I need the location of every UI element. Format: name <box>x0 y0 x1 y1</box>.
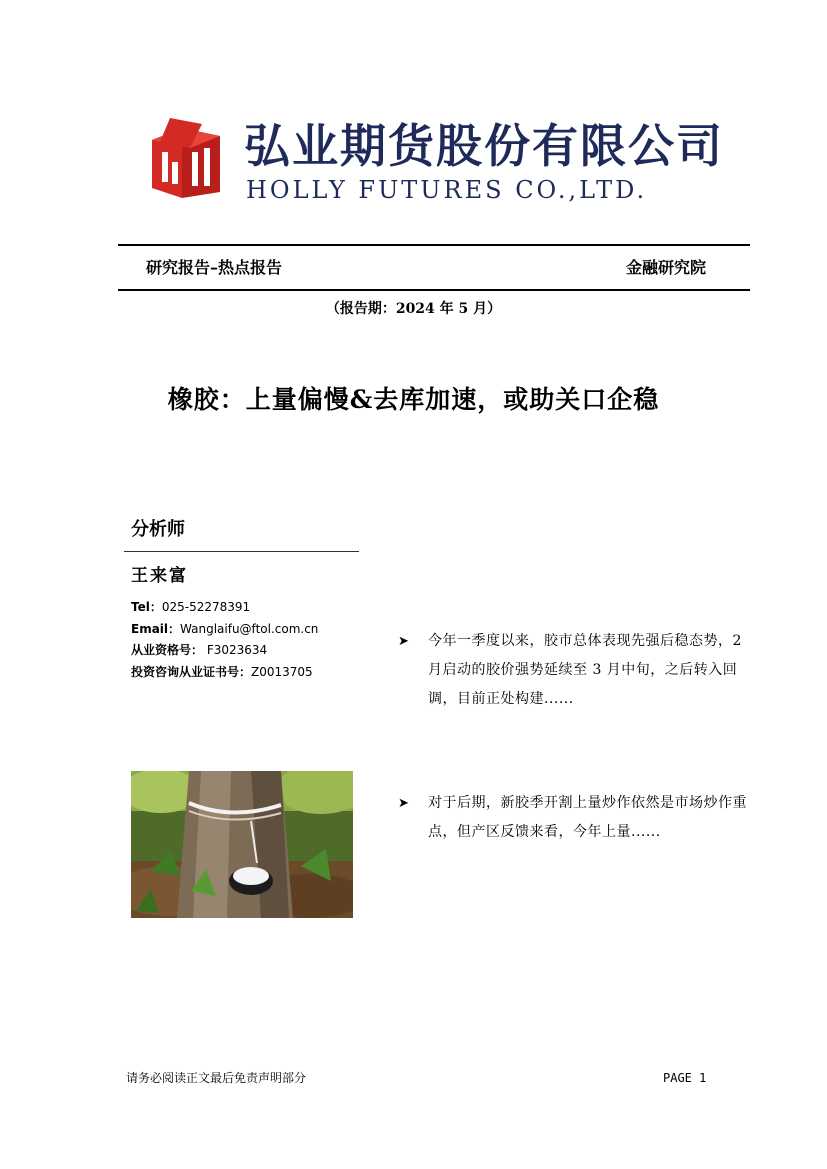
header-top-rule <box>118 244 750 246</box>
company-name-en: HOLLY FUTURES CO.,LTD. <box>246 176 648 204</box>
report-title: 橡胶：上量偏慢&去库加速，或助关口企稳 <box>167 385 660 414</box>
contact-value: 025-52278391 <box>161 600 251 614</box>
department: 金融研究院 <box>626 258 707 277</box>
analyst-heading: 分析师 <box>131 519 185 540</box>
report-type: 研究报告–热点报告 <box>146 258 283 277</box>
report-period: （报告期：2024 年 5 月） <box>325 301 502 317</box>
disclaimer-note: 请务必阅读正文最后免责声明部分 <box>126 1071 307 1085</box>
arrow-bullet-icon: ➤ <box>398 796 409 811</box>
contact-label: 投资咨询从业证书号： <box>131 665 252 679</box>
contact-value: Wanglaifu@ftol.com.cn <box>180 622 319 636</box>
contact-label: Email： <box>131 622 181 636</box>
analyst-divider <box>124 551 359 552</box>
bullet-text: 对于后期，新胶季开割上量炒作依然是市场炒作重点，但产区反馈来看，今年上量...... <box>428 795 747 840</box>
logo-cube-icon <box>152 118 220 198</box>
page-number: PAGE 1 <box>663 1071 707 1085</box>
summary-bullet <box>398 789 758 847</box>
contact-email <box>131 620 318 638</box>
bullet-text: 今年一季度以来，胶市总体表现先强后稳态势，2 月启动的胶价强势延续至 3 月中旬，之后转入回调，目前正处构建...... <box>428 633 742 707</box>
contact-label: Tel： <box>131 600 162 614</box>
contact-value: F3023634 <box>203 643 268 657</box>
header-bottom-rule <box>118 289 750 291</box>
company-name-cn: 弘业期货股份有限公司 <box>244 119 724 173</box>
contact-label: 从业资格号： <box>131 643 204 657</box>
contact-qualification <box>131 641 267 659</box>
summary-bullet <box>398 627 758 714</box>
analyst-name: 王来富 <box>131 566 188 586</box>
contact-value: Z0013705 <box>251 665 313 679</box>
arrow-bullet-icon: ➤ <box>398 634 409 649</box>
rubber-tree-photo <box>131 771 353 918</box>
contact-tel <box>131 598 250 616</box>
company-logo-mark <box>152 118 220 198</box>
contact-certificate <box>131 663 313 681</box>
